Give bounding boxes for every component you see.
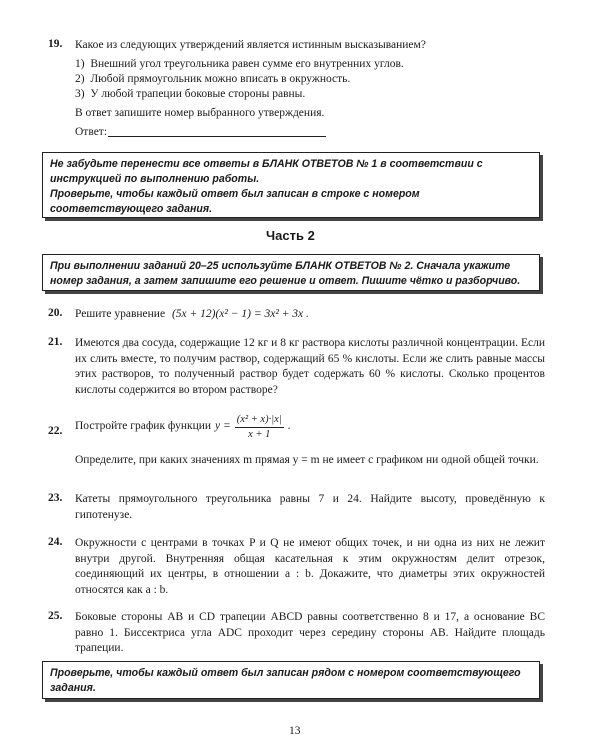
- final-reminder-text: Проверьте, чтобы каждый ответ был записан рядом с номером соответствующего задания.: [50, 667, 521, 694]
- question-22-row: [75, 410, 291, 444]
- question-25-number: 25.: [48, 610, 63, 622]
- question-19-answer-line[interactable]: [108, 136, 326, 137]
- reminder-line-1: Не забудьте перенести все ответы в БЛАНК ОТВЕТОВ № 1 в соответствии с инструкцией по выполнению работы.: [50, 158, 483, 185]
- reminder-line-2: Проверьте, чтобы каждый ответ был записан в строке с номером соответствующего задания.: [50, 188, 420, 215]
- question-19-option-3: 3) У любой трапеции боковые стороны равны.: [75, 88, 306, 100]
- question-19-option-1: 1) Внешний угол треугольника равен сумме его внутренних углов.: [75, 58, 404, 70]
- question-19-instruction: В ответ запишите номер выбранного утверждения.: [75, 107, 325, 119]
- question-19-prompt: Какое из следующих утверждений является истинным высказыванием?: [75, 39, 426, 51]
- question-22-number: 22.: [48, 425, 63, 437]
- question-20-equation: (5x + 12)(x² − 1) = 3x² + 3x .: [171, 308, 309, 320]
- question-22-fn-lhs: y =: [215, 420, 231, 433]
- question-19-option-2: 2) Любой прямоугольник можно вписать в окружность.: [75, 73, 351, 85]
- part-2-instructions: При выполнении заданий 20–25 используйте БЛАНК ОТВЕТОВ № 2. Сначала укажите номер задания, а затем запишите его решение и ответ. Пишите чётко и разборчиво.: [50, 260, 521, 287]
- reminder-box: [42, 152, 540, 218]
- question-19-answer-label: Ответ:: [75, 126, 108, 138]
- question-22-followup: Определите, при каких значениях m прямая y = m не имеет с графиком ни одной общей точки.: [75, 454, 539, 466]
- question-19-number: 19.: [48, 38, 63, 50]
- question-25-text: Боковые стороны AB и CD трапеции ABCD равны соответственно 8 и 17, а основание BC равно 1. Биссектриса угла ADC проходит через середину стороны AB. Найдите площадь трапеции.: [75, 611, 545, 654]
- question-22-fn-end: .: [287, 420, 291, 433]
- final-reminder-box: [42, 661, 540, 699]
- question-21-text: Имеются два сосуда, содержащие 12 кг и 8 кг раствора кислоты различной концентрации. Если их слить вместе, то получим раствор, содержащий 65 % кислоты. Если же слить равные массы этих растворов, то полученный раствор будет содержать 60 % кислоты. Сколько процентов кислоты содержится во втором растворе?: [75, 337, 545, 396]
- question-22-denominator: x + 1: [248, 428, 271, 440]
- question-24-number: 24.: [48, 536, 63, 548]
- question-22-fraction: [235, 413, 284, 442]
- question-24-text: Окружности с центрами в точках P и Q не имеют общих точек, и ни одна из них не лежит внутри другой. Внутренняя общая касательная к этим окружностям делит отрезок, соединяющий их центры, в отношении a : b. Докажите, что диаметры этих окружностей относятся как a : b.: [75, 537, 545, 596]
- question-22-prompt: Постройте график функции: [75, 420, 212, 433]
- part-2-instructions-box: [42, 254, 540, 291]
- question-23-number: 23.: [48, 492, 63, 504]
- question-20-row: [75, 307, 309, 323]
- question-23-text: Катеты прямоугольного треугольника равны 7 и 24. Найдите высоту, проведённую к гипотенузе.: [75, 493, 545, 521]
- question-20-prompt: Решите уравнение: [75, 308, 166, 320]
- page-number: 13: [289, 725, 301, 737]
- question-21-number: 21.: [48, 336, 63, 348]
- question-22-numerator: (x² + x)·|x|: [235, 413, 284, 428]
- part-2-title: Часть 2: [266, 228, 315, 243]
- question-20-number: 20.: [48, 307, 63, 319]
